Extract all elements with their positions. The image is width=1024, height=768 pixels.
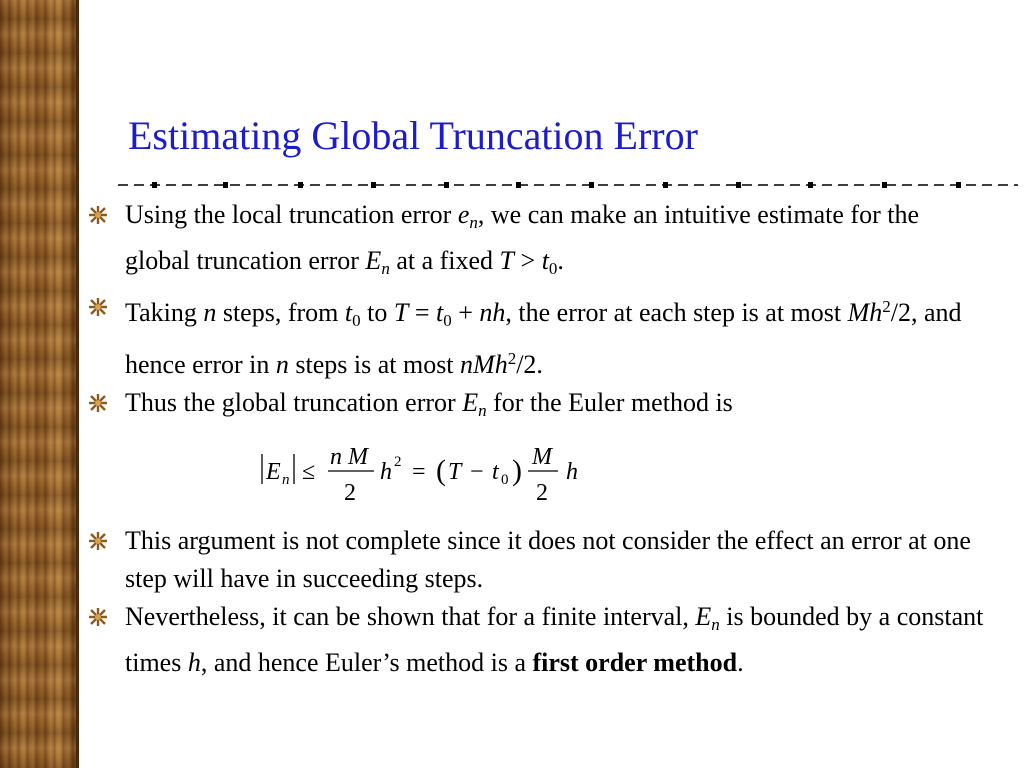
bullet-item: Taking n steps, from $t_0$ to $T = t_0$ + nh, the error at each step is at most Mh$^2$/2, and hence error in n steps is at most nMh$^2$/2.: [88, 288, 988, 384]
bullet-item: Thus the global truncation error $E_n$ for the Euler method is: [88, 384, 988, 430]
sidebar-edge: [76, 0, 79, 768]
formula-eq: =: [412, 459, 426, 485]
wood-sidebar: [0, 0, 76, 768]
title-divider: [118, 178, 1018, 192]
star-bullet-icon: [88, 393, 108, 413]
star-bullet-icon: [88, 607, 108, 627]
formula-minus: −: [470, 459, 484, 485]
formula-h: h: [380, 459, 392, 485]
formula-t: t: [492, 459, 499, 485]
formula-num1: n M: [330, 444, 368, 470]
bullet-item: Using the local truncation error $e_n$, we can make an intuitive estimate for the global truncation error $E_n$ at a fixed $T > t_0$.: [88, 196, 988, 288]
formula-T: T: [448, 459, 462, 485]
bullet-item: Nevertheless, it can be shown that for a finite interval, $E_n$ is bounded by a constant times h, and hence Euler’s method is a first order method.: [88, 598, 988, 682]
error-bound-formula: [88, 434, 988, 514]
bullet-item: This argument is not complete since it does not consider the effect an error at one step will have in succeeding steps.: [88, 522, 988, 598]
formula-den1: 2: [344, 480, 356, 506]
formula-sq: 2: [394, 454, 402, 470]
star-bullet-icon: [88, 531, 108, 551]
formula-n-sub: n: [282, 472, 290, 488]
formula-E: E: [266, 459, 281, 485]
slide-title: Estimating Global Truncation Error: [128, 113, 698, 158]
formula-zero: 0: [501, 472, 509, 488]
formula-num2: M: [532, 444, 552, 470]
star-bullet-icon: [88, 297, 108, 317]
star-bullet-icon: [88, 205, 108, 225]
formula-leq: ≤: [302, 459, 316, 485]
formula-h2: h: [566, 459, 578, 485]
slide-content: [88, 196, 988, 682]
formula-rparen: ): [512, 454, 522, 487]
formula-den2: 2: [536, 480, 548, 506]
formula-lparen: (: [436, 454, 446, 487]
